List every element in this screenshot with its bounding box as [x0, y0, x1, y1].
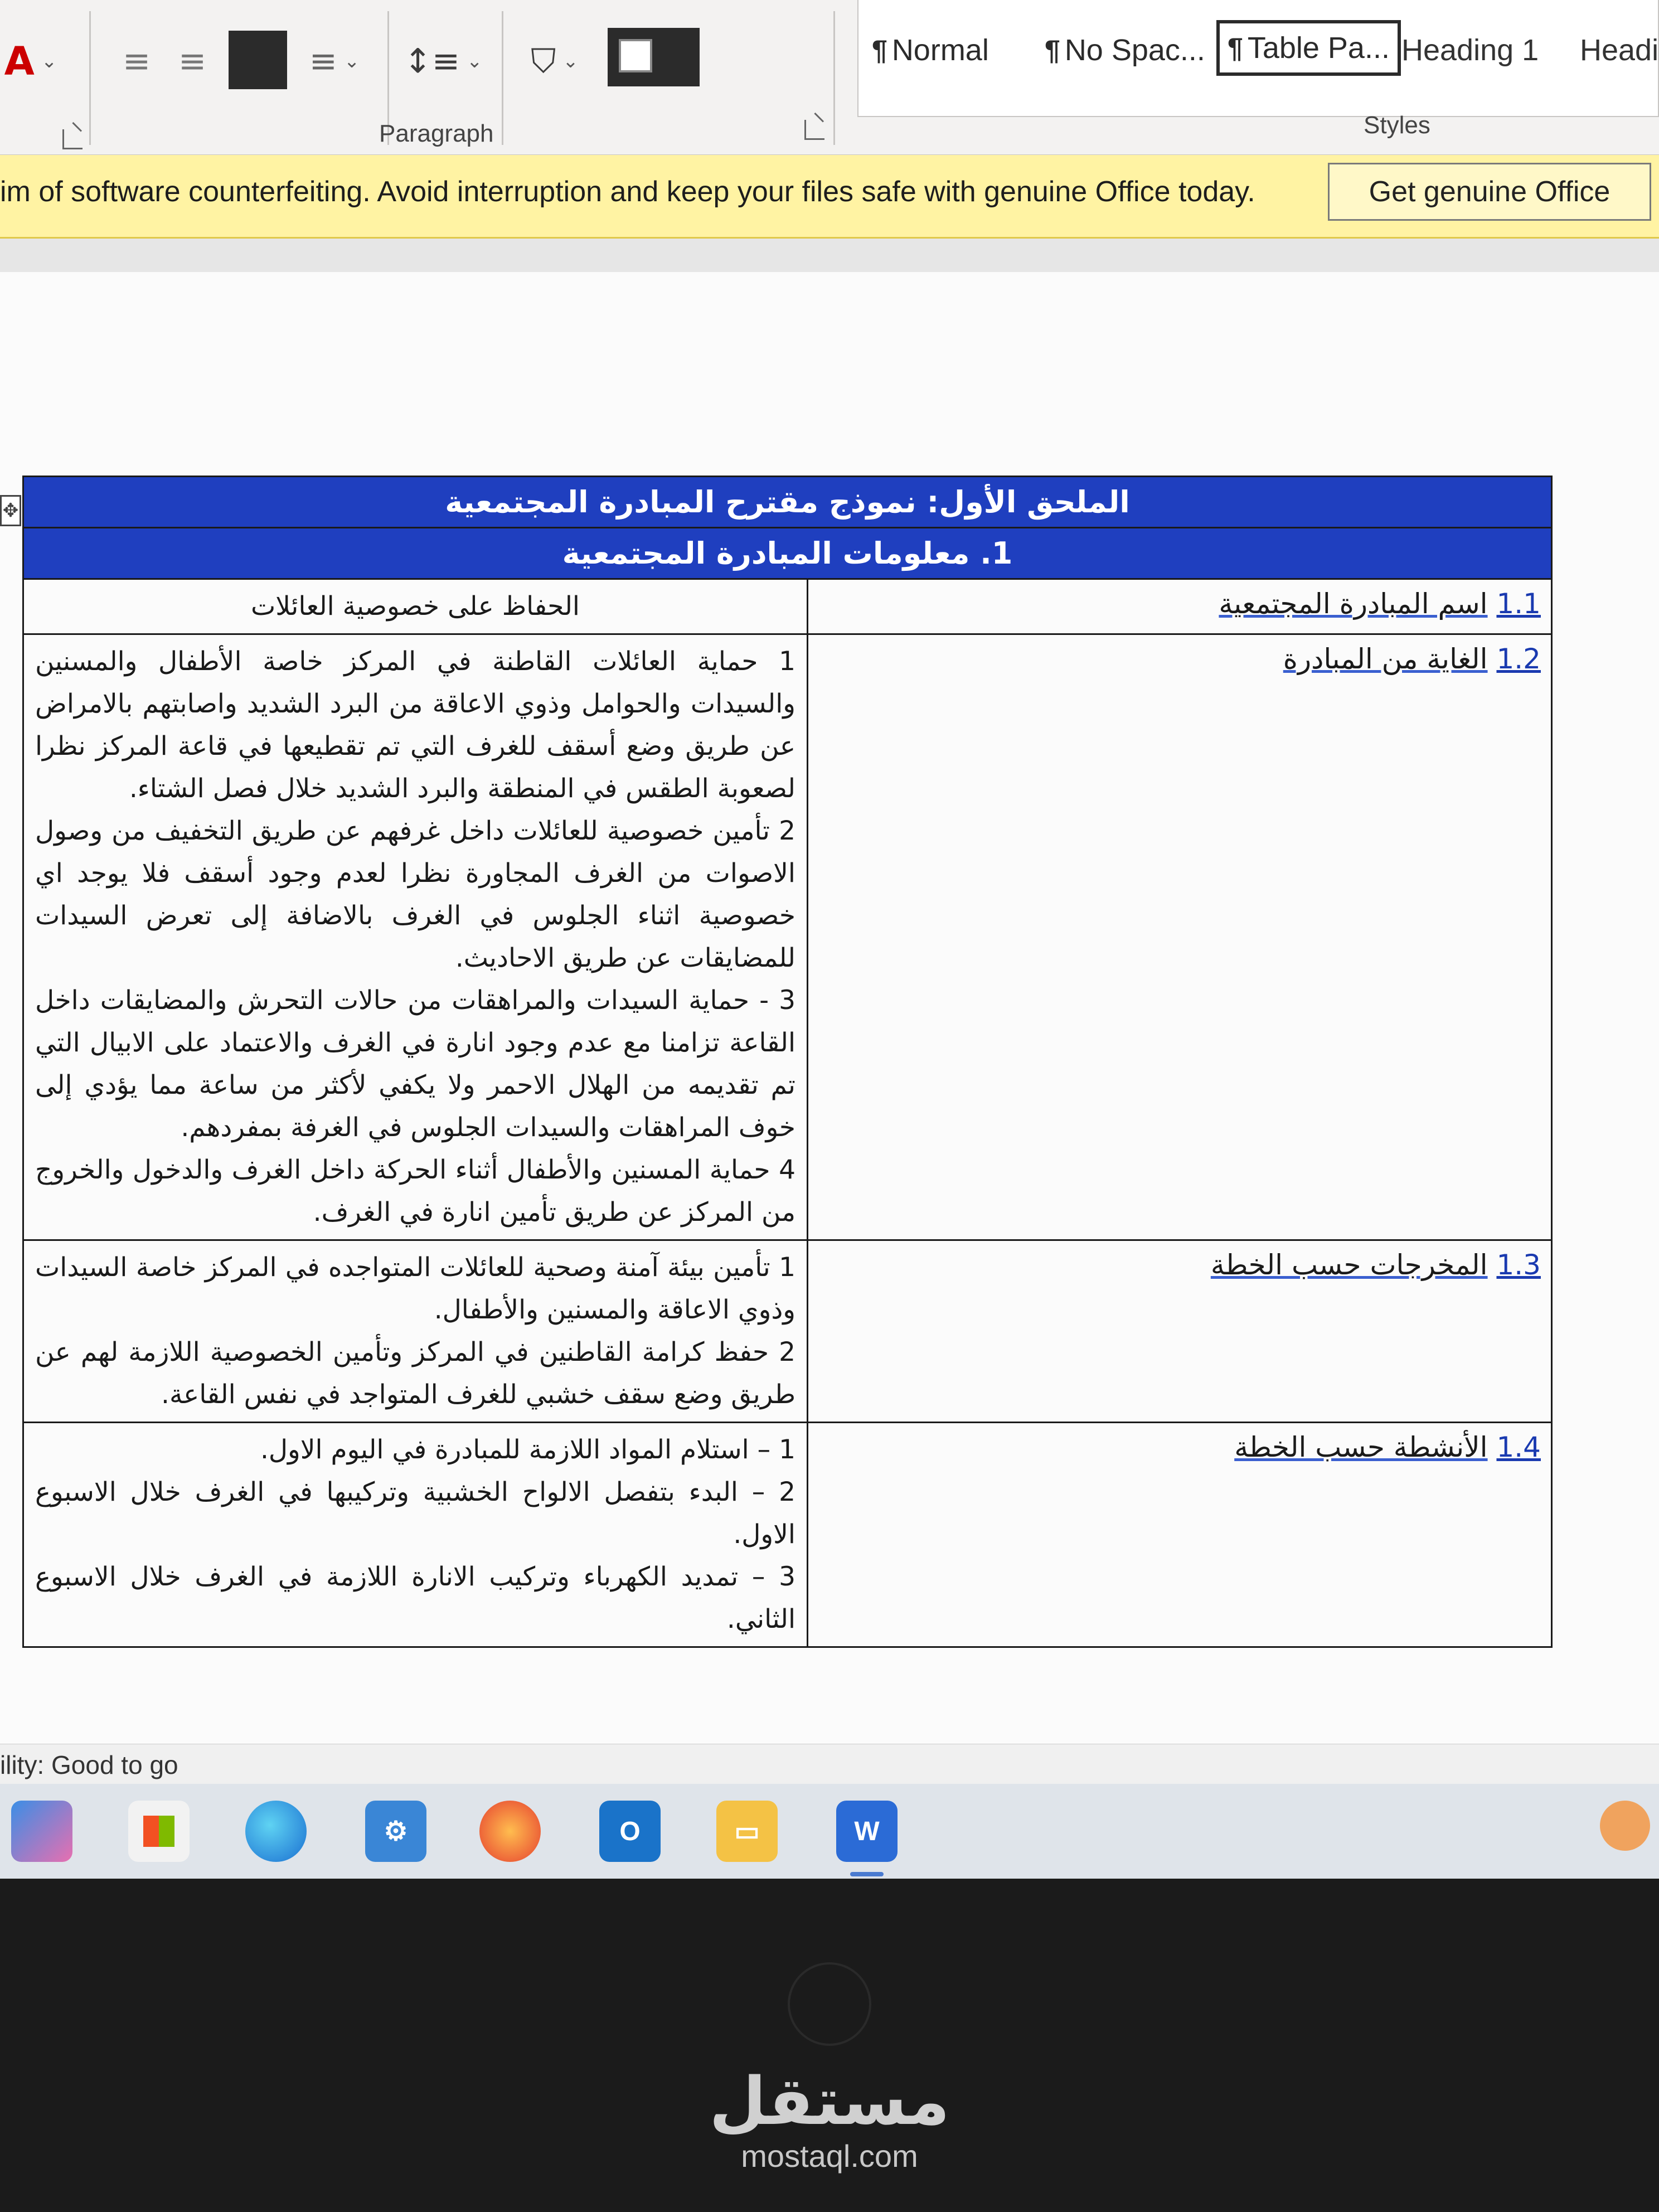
- chevron-down-icon: ⌄: [562, 50, 579, 72]
- banner-message: im of software counterfeiting. Avoid interruption and keep your files safe with genuine Office today.: [0, 176, 1255, 208]
- row-content[interactable]: الحفاظ على خصوصية العائلات: [23, 579, 808, 634]
- copilot-icon[interactable]: [11, 1801, 72, 1862]
- style-heading-1[interactable]: Heading 1: [1401, 33, 1539, 67]
- borders-icon: [619, 39, 652, 72]
- style-no-spacing[interactable]: ¶ No Spac...: [1045, 33, 1205, 67]
- hp-logo-icon: [788, 1962, 871, 2046]
- edge-icon[interactable]: [245, 1801, 307, 1862]
- font-color-icon: A: [4, 38, 35, 84]
- section-title: 1. معلومات المبادرة المجتمعية: [23, 528, 1552, 579]
- row-label[interactable]: 1.1 اسم المبادرة المجتمعية: [808, 579, 1552, 634]
- initiative-table: [22, 476, 1553, 1648]
- section-title-row: [23, 528, 1552, 579]
- align-center-button[interactable]: ≡: [178, 42, 207, 81]
- ribbon: [0, 0, 1659, 155]
- line-spacing-button[interactable]: [401, 33, 485, 89]
- shading-button[interactable]: [513, 33, 596, 89]
- table-row: [23, 1240, 1552, 1423]
- firefox-icon[interactable]: [479, 1801, 541, 1862]
- chevron-down-icon: ⌄: [467, 50, 483, 72]
- table-move-handle-icon[interactable]: ✥: [0, 495, 21, 526]
- justify-button[interactable]: ≡ ⌄: [309, 42, 360, 81]
- settings-icon[interactable]: ⚙: [365, 1801, 426, 1862]
- status-bar: [0, 1744, 1659, 1784]
- accessibility-status[interactable]: ility: Good to go: [0, 1750, 178, 1779]
- document-page[interactable]: [0, 272, 1659, 1755]
- font-dialog-launcher[interactable]: [62, 129, 83, 149]
- row-content[interactable]: 1 – استلام المواد اللازمة للمبادرة في اليوم الاول. 2 – البدء بتفصل الالواح الخشبية وتركيبها في الغرف خلال الاسبوع الاول. 3 – تمديد الكهرباء وتركيب الانارة اللازمة في الغرف خلال الاسبوع الثاني.: [23, 1423, 808, 1647]
- paragraph-group-label: Paragraph: [379, 120, 494, 147]
- style-table-paragraph[interactable]: ¶ Table Pa...: [1216, 20, 1401, 76]
- align-right-button[interactable]: [229, 31, 287, 89]
- styles-gallery: [857, 0, 1659, 117]
- ribbon-separator: [502, 11, 503, 145]
- get-genuine-office-button[interactable]: Get genuine Office: [1328, 163, 1651, 221]
- row-label[interactable]: 1.2 الغاية من المبادرة: [808, 634, 1552, 1240]
- outlook-icon[interactable]: O: [599, 1801, 661, 1862]
- table-row: [23, 1423, 1552, 1647]
- taskbar: [0, 1784, 1659, 1879]
- row-label[interactable]: 1.3 المخرجات حسب الخطة: [808, 1240, 1552, 1423]
- notification-icon[interactable]: [1600, 1801, 1650, 1851]
- chevron-down-icon: ⌄: [41, 50, 57, 72]
- row-label[interactable]: 1.4 الأنشطة حسب الخطة: [808, 1423, 1552, 1647]
- ribbon-separator: [89, 11, 91, 145]
- font-color-button[interactable]: [0, 33, 61, 89]
- table-title: الملحق الأول: نموذج مقترح المبادرة المجتمعية: [23, 477, 1552, 528]
- store-icon[interactable]: [128, 1801, 190, 1862]
- table-row: [23, 579, 1552, 634]
- watermark-latin: mostaql.com: [741, 2138, 918, 2174]
- style-heading-2[interactable]: Headi: [1580, 33, 1659, 67]
- table-row: [23, 634, 1552, 1240]
- line-spacing-icon: ↕≡: [404, 42, 460, 81]
- align-left-button[interactable]: ≡: [122, 42, 151, 81]
- chevron-down-icon: ⌄: [343, 50, 360, 72]
- watermark-arabic: مستقل: [709, 2063, 950, 2140]
- style-normal[interactable]: ¶ Normal: [872, 33, 989, 67]
- genuine-office-banner: [0, 155, 1659, 239]
- styles-group-label: Styles: [1364, 111, 1430, 139]
- table-title-row: [23, 477, 1552, 528]
- paint-bucket-icon: ⛉: [531, 42, 556, 81]
- paragraph-dialog-launcher[interactable]: [804, 120, 824, 140]
- file-explorer-icon[interactable]: ▭: [716, 1801, 778, 1862]
- row-content[interactable]: 1 حماية العائلات القاطنة في المركز خاصة الأطفال والمسنين والسيدات والحوامل وذوي الاعاقة من البرد الشديد واصابتهم بالامراض عن طريق وضع أسقف للغرف التي تم تقطيعها في قاعة المركز نظرا لصعوبة الطقس في المنطقة والبرد الشديد خلال فصل الشتاء. 2 تأمين خصوصية للعائلات داخل غرفهم عن طريق التخفيف من وصول الاصوات من الغرف المجاورة نظرا لعدم وجود أسقف فلا يوجد اي خصوصية اثناء الجلوس في الغرف بالاضافة إلى تعرض السيدات للمضايقات عن طريق الاحاديث. 3 - حماية السيدات والمراهقات من حالات التحرش والمضايقات داخل القاعة تزامنا مع عدم وجود انارة في الغرف والاعتماد على الابيال التي تم تقديمه من الهلال الاحمر ولا يكفي لأكثر من ساعة مما يؤدي إلى خوف المراهقات والسيدات الجلوس في الغرفة بمفردهم. 4 حماية المسنين والأطفال أثناء الحركة داخل الغرف والدخول والخروج من المركز عن طريق تأمين انارة في الغرف.: [23, 634, 808, 1240]
- row-content[interactable]: 1 تأمين بيئة آمنة وصحية للعائلات المتواجده في المركز خاصة السيدات وذوي الاعاقة والمسنين والأطفال. 2 حفظ كرامة القاطنين في المركز وتأمين الخصوصية اللازمة لهم عن طريق وضع سقف خشبي للغرف المتواجد في نفس القاعة.: [23, 1240, 808, 1423]
- word-active-indicator: [850, 1872, 884, 1876]
- borders-button[interactable]: [608, 28, 700, 86]
- document-area: [0, 239, 1659, 1744]
- ribbon-separator: [833, 11, 835, 145]
- word-icon[interactable]: W: [836, 1801, 898, 1862]
